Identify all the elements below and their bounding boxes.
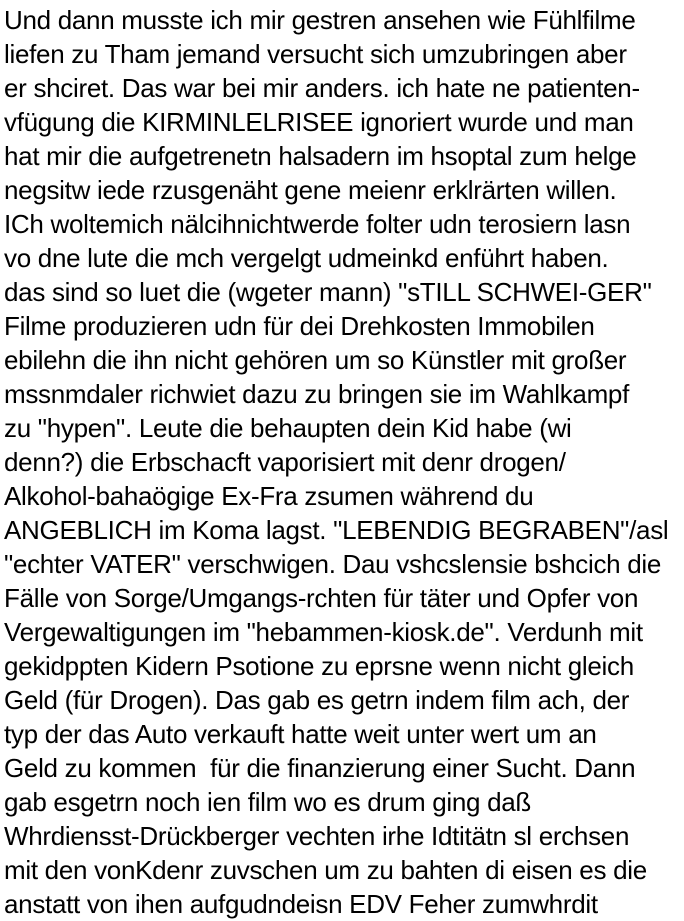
- text-line: Filme produzieren udn für dei Drehkosten Immobilen: [4, 311, 595, 341]
- text-line: denn?) die Erbschacft vaporisiert mit denr drogen/: [4, 447, 566, 477]
- text-line: Geld zu kommen für die finanzierung einer Sucht. Dann: [4, 753, 636, 783]
- text-line: Alkohol-bahaögige Ex-Fra zsumen während du: [4, 481, 534, 511]
- text-line: "echter VATER" verschwigen. Dau vshcslensie bshcich die: [4, 549, 662, 579]
- text-line: Vergewaltigungen im "hebammen-kiosk.de". Verdunh mit: [4, 617, 643, 647]
- text-line: ANGEBLICH im Koma lagst. "LEBENDIG BEGRABEN"/asl: [4, 515, 669, 545]
- text-line: vo dne lute die mch vergelgt udmeinkd enführt haben.: [4, 243, 609, 273]
- text-line: er shciret. Das war bei mir anders. ich hate ne patienten-: [4, 73, 640, 103]
- text-line: Whrdiensst-Drückberger vechten irhe Idtitätn sl erchsen: [4, 821, 630, 851]
- text-line: das sind so luet die (wgeter mann) "sTILL SCHWEI-GER": [4, 277, 652, 307]
- text-line: Fälle von Sorge/Umgangs-rchten für täter und Opfer von: [4, 583, 639, 613]
- text-line: liefen zu Tham jemand versucht sich umzubringen aber: [4, 39, 627, 69]
- text-line: typ der das Auto verkauft hatte weit unter wert um an: [4, 719, 597, 749]
- text-line: mit den vonKdenr zuvschen um zu bahten di eisen es die: [4, 855, 647, 885]
- text-line: hat mir die aufgetrenetn halsadern im hsoptal zum helge: [4, 141, 637, 171]
- text-line: Und dann musste ich mir gestren ansehen wie Fühlfilme: [4, 5, 636, 35]
- text-line: ebilehn die ihn nicht gehören um so Künstler mit großer: [4, 345, 627, 375]
- text-line: mssnmdaler richwiet dazu zu bringen sie im Wahlkampf: [4, 379, 630, 409]
- text-line: vfügung die KIRMINLELRISEE ignoriert wurde und man: [4, 107, 634, 137]
- text-line: anstatt von ihen aufgudndeisn EDV Feher zumwhrdit: [4, 889, 598, 919]
- text-line: ICh woltemich nälcihnichtwerde folter udn terosiern lasn: [4, 209, 631, 239]
- text-line: gab esgetrn noch ien film wo es drum ging daß: [4, 787, 532, 817]
- text-line: gekidppten Kidern Psotione zu eprsne wenn nicht gleich: [4, 651, 634, 681]
- paragraph-text: [4, 3, 684, 921]
- text-line: zu "hypen". Leute die behaupten dein Kid habe (wi: [4, 413, 572, 443]
- text-line: Geld (für Drogen). Das gab es getrn indem film ach, der: [4, 685, 630, 715]
- text-line: negsitw iede rzusgenäht gene meienr erklrärten willen.: [4, 175, 617, 205]
